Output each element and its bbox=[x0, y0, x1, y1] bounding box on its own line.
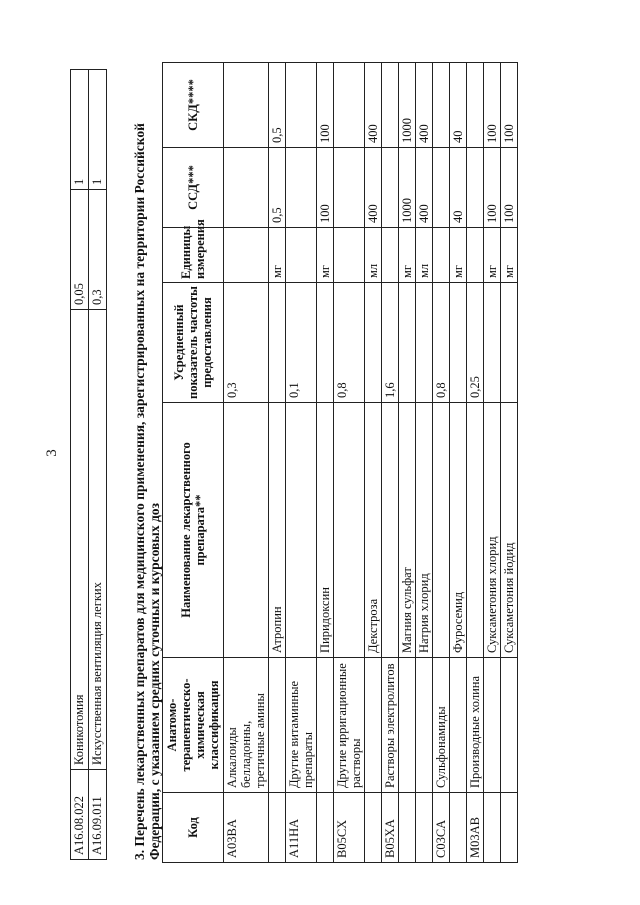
skd-value: 0,5 bbox=[269, 63, 286, 148]
frequency: 0,8 bbox=[433, 283, 450, 403]
skd-value: 1000 bbox=[399, 63, 416, 148]
procedure-name: Коникотомия bbox=[71, 310, 89, 770]
ssd-value: 100 bbox=[317, 148, 334, 228]
table-row bbox=[382, 63, 399, 863]
table-row bbox=[484, 63, 501, 863]
page-number: 3 bbox=[44, 449, 60, 457]
unit: мг bbox=[399, 228, 416, 283]
table-row bbox=[399, 63, 416, 863]
ssd-value: 40 bbox=[450, 148, 467, 228]
table-row bbox=[365, 63, 382, 863]
ssd-value: 100 bbox=[484, 148, 501, 228]
atc-group: Другие ирригационные растворы bbox=[334, 658, 365, 793]
ssd-value: 400 bbox=[365, 148, 382, 228]
procedure-code: A16.08.022 bbox=[71, 770, 89, 860]
table-row bbox=[317, 63, 334, 863]
skd-value: 400 bbox=[416, 63, 433, 148]
atc-code: B05XA bbox=[382, 793, 399, 863]
header-code: Код bbox=[163, 793, 224, 863]
drug-name: Суксаметония йодид bbox=[501, 403, 518, 658]
table-row bbox=[71, 70, 89, 860]
procedures-table bbox=[70, 69, 107, 860]
header-unit: Единицы измерения bbox=[163, 228, 224, 283]
table-row bbox=[501, 63, 518, 863]
header-skd: СКД**** bbox=[163, 63, 224, 148]
atc-group: Другие витаминные препараты bbox=[286, 658, 317, 793]
section-title: 3. Перечень лекарственных препаратов для медицинского применения, зарегистрированных на территории Российской Федерации, с указанием средних суточных и курсовых доз bbox=[132, 123, 162, 860]
atc-group: Алкалоиды белладонны, третичные амины bbox=[224, 658, 269, 793]
unit: мл bbox=[365, 228, 382, 283]
unit: мг bbox=[269, 228, 286, 283]
procedure-frequency: 0,05 bbox=[71, 190, 89, 310]
header-atc: Анатомо-терапевтическо-химическая классификация bbox=[163, 658, 224, 793]
frequency: 0,25 bbox=[467, 283, 484, 403]
unit: мг bbox=[450, 228, 467, 283]
atc-code: A03BA bbox=[224, 793, 269, 863]
atc-code: M03AB bbox=[467, 793, 484, 863]
table-row bbox=[416, 63, 433, 863]
table-row bbox=[89, 70, 107, 860]
drug-name: Натрия хлорид bbox=[416, 403, 433, 658]
atc-code: A11HA bbox=[286, 793, 317, 863]
header-frequency: Усредненный показатель частоты предоставления bbox=[163, 283, 224, 403]
atc-code: B05CX bbox=[334, 793, 365, 863]
atc-group: Производные холина bbox=[467, 658, 484, 793]
frequency: 1,6 bbox=[382, 283, 399, 403]
table-row bbox=[433, 63, 450, 863]
procedure-code: A16.09.011 bbox=[89, 770, 107, 860]
ssd-value: 1000 bbox=[399, 148, 416, 228]
drug-name: Атропин bbox=[269, 403, 286, 658]
skd-value: 400 bbox=[365, 63, 382, 148]
table-row bbox=[450, 63, 467, 863]
header-ssd: ССД*** bbox=[163, 148, 224, 228]
drug-name: Пиридоксин bbox=[317, 403, 334, 658]
drug-table bbox=[162, 62, 518, 863]
frequency: 0,3 bbox=[224, 283, 269, 403]
drug-name: Декстроза bbox=[365, 403, 382, 658]
drug-name: Суксаметония хлорид bbox=[484, 403, 501, 658]
table-row bbox=[467, 63, 484, 863]
drug-name: Магния сульфат bbox=[399, 403, 416, 658]
atc-code: C03CA bbox=[433, 793, 450, 863]
atc-group: Сульфонамиды bbox=[433, 658, 450, 793]
unit: мг bbox=[484, 228, 501, 283]
table-row bbox=[334, 63, 365, 863]
skd-value: 100 bbox=[501, 63, 518, 148]
table-header-row bbox=[163, 63, 224, 863]
table-row bbox=[269, 63, 286, 863]
unit: мл bbox=[416, 228, 433, 283]
procedure-multiplicity: 1 bbox=[71, 70, 89, 190]
header-drug-name: Наименование лекарственного препарата** bbox=[163, 403, 224, 658]
frequency: 0,1 bbox=[286, 283, 317, 403]
skd-value: 40 bbox=[450, 63, 467, 148]
skd-value: 100 bbox=[484, 63, 501, 148]
table-row bbox=[224, 63, 269, 863]
skd-value: 100 bbox=[317, 63, 334, 148]
ssd-value: 100 bbox=[501, 148, 518, 228]
unit: мг bbox=[501, 228, 518, 283]
drug-name: Фуросемид bbox=[450, 403, 467, 658]
atc-group: Растворы электролитов bbox=[382, 658, 399, 793]
frequency: 0,8 bbox=[334, 283, 365, 403]
ssd-value: 0,5 bbox=[269, 148, 286, 228]
procedure-name: Искусственная вентиляция легких bbox=[89, 310, 107, 770]
table-row bbox=[286, 63, 317, 863]
ssd-value: 400 bbox=[416, 148, 433, 228]
unit: мг bbox=[317, 228, 334, 283]
procedure-multiplicity: 1 bbox=[89, 70, 107, 190]
procedure-frequency: 0,3 bbox=[89, 190, 107, 310]
